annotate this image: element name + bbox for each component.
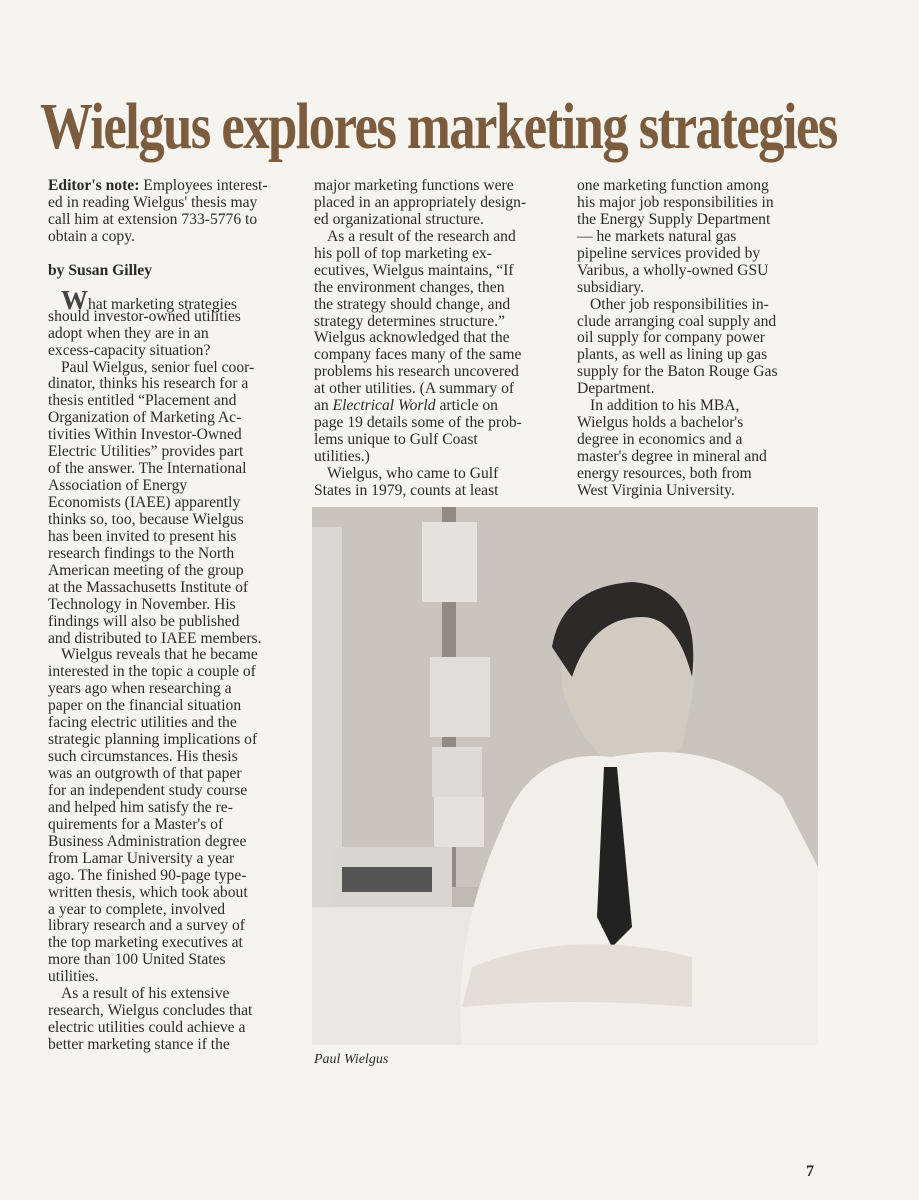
- text-line-content: energy resources, both from: [577, 464, 752, 482]
- text-line-content: major marketing functions were: [314, 177, 514, 194]
- text-line: [314, 195, 559, 212]
- text-line-content: — he markets natural gas: [577, 227, 737, 245]
- text-line: [577, 398, 822, 415]
- portrait-photo-illustration: [312, 507, 818, 1045]
- text-line: [48, 817, 298, 834]
- text-line: [48, 935, 298, 952]
- text-line: [48, 1020, 298, 1037]
- text-line: [48, 343, 298, 360]
- text-line-content: hat marketing strategies: [88, 295, 237, 313]
- text-line: [314, 212, 559, 229]
- text-line: [48, 664, 298, 681]
- text-line-content: paper on the financial situation: [48, 697, 242, 715]
- text-line-content: years ago when researching a: [48, 680, 232, 698]
- text-line: [48, 563, 298, 580]
- text-line: [48, 427, 298, 444]
- text-line: [577, 212, 822, 229]
- text-line: [314, 381, 559, 398]
- editors-note: [48, 178, 298, 246]
- text-line: [314, 483, 559, 500]
- text-line-content: Association of Energy: [48, 477, 188, 495]
- text-line: [577, 381, 822, 398]
- text-line: [314, 178, 559, 195]
- text-line: [48, 444, 298, 461]
- text-line-content: page 19 details some of the prob-: [314, 414, 522, 432]
- text-line-content: quirements for a Master's of: [48, 815, 224, 833]
- column-1-body: [48, 284, 298, 1054]
- text-line: [48, 546, 298, 563]
- text-line-content: Organization of Marketing Ac-: [48, 409, 242, 427]
- text-line-content: Wielgus holds a bachelor's: [577, 414, 744, 432]
- text-line: [577, 483, 822, 500]
- text-line-content: Varibus, a wholly-owned GSU: [577, 261, 769, 279]
- text-line-content: Business Administration degree: [48, 832, 247, 850]
- text-line-content: problems his research uncovered: [314, 363, 519, 381]
- text-line-content: West Virginia University.: [577, 481, 735, 499]
- photo-paul-wielgus: [312, 507, 818, 1045]
- text-line-content: company faces many of the same: [314, 346, 522, 364]
- text-line-content: Wielgus acknowledged that the: [314, 329, 510, 347]
- text-line-content: written thesis, which took about: [48, 883, 248, 901]
- text-line-content: Technology in November. His: [48, 595, 236, 613]
- text-line-content: from Lamar University a year: [48, 849, 235, 867]
- text-line-content: supply for the Baton Rouge Gas: [577, 363, 778, 381]
- text-line-content: the strategy should change, and: [314, 295, 511, 313]
- text-line: [48, 410, 298, 427]
- text-line-content: plants, as well as lining up gas: [577, 346, 768, 364]
- text-line: [314, 364, 559, 381]
- column-2: [314, 178, 559, 500]
- text-line: [48, 393, 298, 410]
- text-line-content: the environment changes, then: [314, 278, 505, 296]
- text-line-content: should investor-owned utilities: [48, 307, 241, 325]
- editors-note-line: obtain a copy.: [48, 227, 135, 245]
- text-line-content: In addition to his MBA,: [590, 397, 740, 415]
- text-line: [48, 284, 298, 315]
- drop-cap: W: [61, 284, 88, 315]
- text-line: [48, 478, 298, 495]
- text-line: [48, 766, 298, 783]
- text-line: [577, 330, 822, 347]
- text-line: [314, 415, 559, 432]
- text-line-content: strategic planning implications of: [48, 731, 258, 749]
- text-line-content: and helped him satisfy the re-: [48, 798, 233, 816]
- text-line: [314, 398, 559, 415]
- text-line-content: Wielgus, who came to Gulf: [327, 464, 499, 482]
- text-line: [48, 309, 298, 326]
- text-line-content: pipeline services provided by: [577, 244, 761, 262]
- text-line-content: a year to complete, involved: [48, 900, 226, 918]
- text-line-content: of the answer. The International: [48, 460, 247, 478]
- text-line-content: interested in the topic a couple of: [48, 663, 256, 681]
- text-line: [314, 229, 559, 246]
- text-line: [314, 280, 559, 297]
- text-line: [577, 229, 822, 246]
- text-line: [314, 246, 559, 263]
- text-line: [48, 749, 298, 766]
- text-line: [48, 681, 298, 698]
- text-line: [48, 1037, 298, 1054]
- text-line: [48, 512, 298, 529]
- publication-title: Electrical World: [332, 397, 436, 415]
- text-line: [48, 597, 298, 614]
- text-line-content: facing electric utilities and the: [48, 714, 237, 732]
- text-line-content: ecutives, Wielgus maintains, “If: [314, 261, 514, 279]
- text-line: [48, 868, 298, 885]
- text-line: [577, 449, 822, 466]
- text-line: [314, 432, 559, 449]
- text-line-content: Economists (IAEE) apparently: [48, 494, 241, 511]
- text-line: [48, 631, 298, 648]
- text-line-content: utilities.): [314, 448, 370, 465]
- text-line: [314, 297, 559, 314]
- text-line-content: was an outgrowth of that paper: [48, 765, 242, 782]
- text-line: [48, 580, 298, 597]
- text-line-content: the Energy Supply Department: [577, 210, 771, 228]
- text-line: [48, 902, 298, 919]
- text-line-content: Electric Utilities” provides part: [48, 443, 244, 461]
- text-line-content: more than 100 United States: [48, 951, 226, 969]
- text-line: [48, 360, 298, 377]
- text-line: [48, 461, 298, 478]
- text-line: [48, 952, 298, 969]
- text-line-content: ago. The finished 90-page type-: [48, 866, 247, 884]
- text-line: [48, 529, 298, 546]
- text-line-content: degree in economics and a: [577, 431, 743, 449]
- text-line-content: lems unique to Gulf Coast: [314, 431, 478, 449]
- text-line: [48, 376, 298, 393]
- text-line-content: library research and a survey of: [48, 917, 245, 935]
- text-line: [48, 495, 298, 512]
- text-line: [314, 466, 559, 483]
- text-line-content: clude arranging coal supply and: [577, 312, 777, 330]
- text-line: [48, 918, 298, 935]
- text-line-content: thesis entitled “Placement and: [48, 392, 237, 410]
- text-line-content: at other utilities. (A summary of: [314, 380, 515, 398]
- text-line-content: Department.: [577, 380, 655, 398]
- text-line: [48, 698, 298, 715]
- text-line-content: States in 1979, counts at least: [314, 481, 499, 499]
- text-line-content: placed in an appropriately design-: [314, 193, 527, 211]
- text-line: [577, 466, 822, 483]
- text-line-content: the top marketing executives at: [48, 934, 243, 952]
- text-line: [48, 647, 298, 664]
- editors-note-line: ed in reading Wielgus' thesis may: [48, 193, 258, 211]
- text-line-content: adopt when they are in an: [48, 324, 209, 342]
- text-line-content: strategy determines structure.”: [314, 312, 505, 330]
- text-line-content: better marketing stance if the: [48, 1036, 230, 1053]
- text-line-content: American meeting of the group: [48, 561, 244, 579]
- column-3: [577, 178, 822, 500]
- text-line-content: tivities Within Investor-Owned: [48, 426, 242, 444]
- article-title: Wielgus explores marketing strategies: [40, 90, 837, 163]
- text-line: [48, 800, 298, 817]
- text-line: [48, 885, 298, 902]
- text-line-content: dinator, thinks his research for a: [48, 375, 249, 393]
- text-line-content: master's degree in mineral and: [577, 448, 767, 465]
- text-line: [314, 449, 559, 466]
- text-line: [314, 263, 559, 280]
- text-line: [48, 614, 298, 631]
- text-line: [577, 314, 822, 331]
- text-line: [48, 1003, 298, 1020]
- text-line-content: his poll of top marketing ex-: [314, 244, 492, 262]
- text-line: [48, 715, 298, 732]
- text-line: [577, 432, 822, 449]
- text-line-content: an Electrical World article on: [314, 397, 498, 415]
- text-line: [314, 330, 559, 347]
- editors-note-line: call him at extension 733-5776 to: [48, 210, 258, 228]
- text-line-content: research findings to the North: [48, 544, 235, 562]
- text-line-content: thinks so, too, because Wielgus: [48, 510, 244, 528]
- text-line-content: has been invited to present his: [48, 527, 237, 545]
- text-line-content: Paul Wielgus, senior fuel coor-: [61, 358, 255, 376]
- text-line-content: electric utilities could achieve a: [48, 1019, 246, 1037]
- text-line: [314, 347, 559, 364]
- text-line: [48, 732, 298, 749]
- text-line: [48, 851, 298, 868]
- text-line-content: findings will also be published: [48, 612, 240, 630]
- page-number: 7: [806, 1163, 814, 1180]
- text-line: [48, 986, 298, 1003]
- text-line: [577, 347, 822, 364]
- photo-caption: Paul Wielgus: [314, 1052, 389, 1067]
- editors-note-line: Employees interest-: [139, 177, 268, 194]
- text-line-content: As a result of the research and: [327, 227, 516, 245]
- text-line-content: his major job responsibilities in: [577, 193, 774, 211]
- text-line-content: research, Wielgus concludes that: [48, 1002, 253, 1020]
- text-line: [48, 834, 298, 851]
- text-line: [48, 969, 298, 986]
- text-line: [577, 297, 822, 314]
- text-line-content: and distributed to IAEE members.: [48, 629, 262, 647]
- editors-note-label: Editor's note:: [48, 177, 140, 194]
- text-line: [577, 178, 822, 195]
- text-line: [577, 263, 822, 280]
- text-line-content: for an independent study course: [48, 781, 248, 799]
- text-line: [577, 280, 822, 297]
- text-line-content: such circumstances. His thesis: [48, 748, 238, 766]
- text-line-content: As a result of his extensive: [61, 985, 230, 1003]
- text-line-content: at the Massachusetts Institute of: [48, 578, 249, 596]
- text-line: [314, 314, 559, 331]
- text-line-content: Other job responsibilities in-: [590, 295, 769, 313]
- text-line-content: one marketing function among: [577, 177, 769, 194]
- text-line-content: ed organizational structure.: [314, 210, 484, 228]
- text-line-content: excess-capacity situation?: [48, 341, 211, 359]
- text-line: [577, 195, 822, 212]
- text-line: [577, 246, 822, 263]
- text-line: [48, 783, 298, 800]
- text-line: [577, 415, 822, 432]
- text-line: [48, 326, 298, 343]
- byline: by Susan Gilley: [48, 261, 152, 279]
- text-line-content: subsidiary.: [577, 278, 644, 296]
- text-line-content: utilities.: [48, 968, 99, 986]
- text-line-content: Wielgus reveals that he became: [61, 646, 258, 664]
- text-line-content: oil supply for company power: [577, 329, 765, 347]
- text-line: [577, 364, 822, 381]
- column-1: [48, 178, 298, 1054]
